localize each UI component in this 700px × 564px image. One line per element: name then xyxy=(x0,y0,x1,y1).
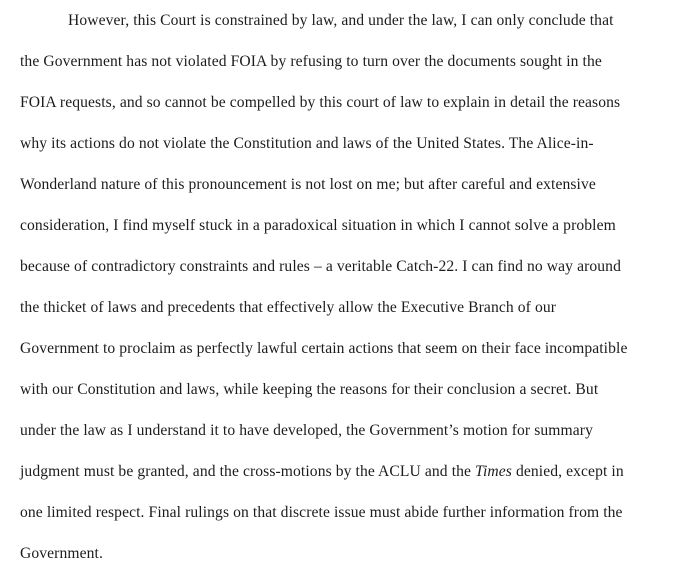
paragraph-line-8: the thicket of laws and precedents that effectively allow the Executive Branch of our xyxy=(20,299,557,316)
paragraph-line-2: the Government has not violated FOIA by refusing to turn over the documents sought in the xyxy=(20,53,602,70)
paragraph-line-12-tail: denied, except in xyxy=(511,463,624,480)
paragraph-line-12 xyxy=(20,462,624,482)
italic-times-word: Times xyxy=(475,463,512,480)
paragraph-line-9: Government to proclaim as perfectly lawful certain actions that seem on their face incompatible xyxy=(20,340,628,357)
paragraph-line-10: with our Constitution and laws, while keeping the reasons for their conclusion a secret. But xyxy=(20,381,599,398)
paragraph-line-3: FOIA requests, and so cannot be compelled by this court of law to explain in detail the reasons xyxy=(20,94,621,111)
paragraph-line-11: under the law as I understand it to have developed, the Government’s motion for summary xyxy=(20,422,593,439)
paragraph-line-6: consideration, I find myself stuck in a paradoxical situation in which I cannot solve a problem xyxy=(20,217,616,234)
paragraph-line-12-head: judgment must be granted, and the cross-motions by the ACLU and the xyxy=(20,463,476,480)
paragraph-line-5: Wonderland nature of this pronouncement is not lost on me; but after careful and extensive xyxy=(20,176,596,193)
paragraph-line-7: because of contradictory constraints and rules – a veritable Catch-22. I can find no way around xyxy=(20,258,621,275)
paragraph-line-14: Government. xyxy=(20,545,103,562)
paragraph-line-13: one limited respect. Final rulings on that discrete issue must abide further information from the xyxy=(20,504,623,521)
paragraph-line-1: However, this Court is constrained by law, and under the law, I can only conclude that xyxy=(68,12,614,29)
paragraph-line-4: why its actions do not violate the Constitution and laws of the United States. The Alice-in- xyxy=(20,135,594,152)
